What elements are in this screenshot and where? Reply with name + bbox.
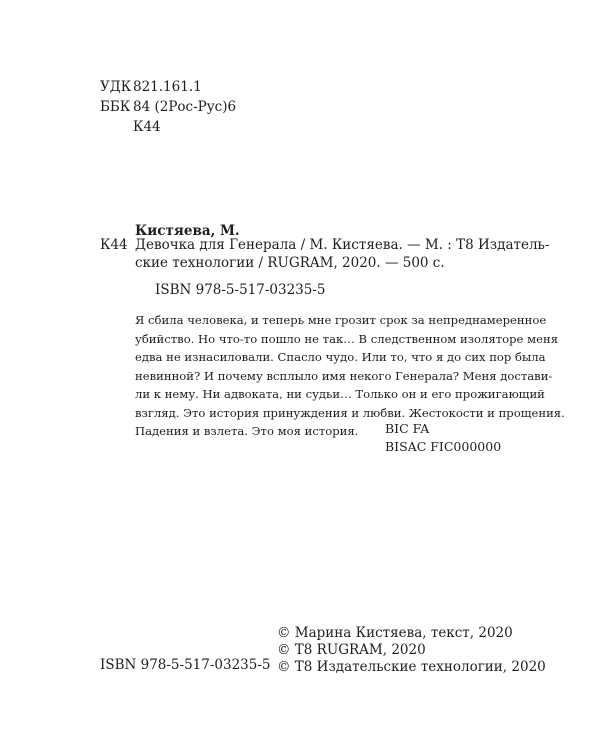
bbk-value: 84 (2Рос-Рус)6 — [133, 99, 237, 115]
annotation-line: ли к нему. Ни адвоката, ни судьи… Только он и его прожигающий — [135, 387, 545, 401]
annotation-line: едва не изнасиловали. Спасло чудо. Или то, что я до сих пор была — [135, 350, 546, 364]
copyright-block — [277, 625, 546, 676]
copyright-line: © Т8 RUGRAM, 2020 — [277, 642, 426, 658]
annotation-line: Падения и взлета. Это моя история. — [135, 424, 359, 438]
bisac-code: BISAC FIC000000 — [385, 439, 502, 454]
subject-codes — [385, 420, 501, 456]
annotation-line: убийство. Но что-то пошло не так… В следственном изоляторе меня — [135, 331, 559, 346]
udk-value: 821.161.1 — [133, 79, 202, 95]
author-mark: К44 — [133, 119, 161, 135]
author-name: Кистяева, М. — [135, 223, 240, 239]
annotation-line: Я сбила человека, и теперь мне грозит срок за непреднамеренное — [135, 313, 547, 327]
author-sign-code: К44 — [100, 237, 128, 253]
copyright-line: © Т8 Издательские технологии, 2020 — [277, 659, 546, 675]
udk-label: УДК — [100, 79, 132, 95]
biblio-line: Девочка для Генерала / М. Кистяева. — М. : Т8 Издатель- — [135, 237, 550, 253]
isbn-record: ISBN 978-5-517-03235-5 — [155, 282, 326, 298]
bbk-label: ББК — [100, 99, 131, 115]
udk-row — [100, 77, 236, 97]
annotation-line: невинной? И почему всплыло имя некого Генерала? Меня достави- — [135, 368, 553, 383]
bic-code: BIC FA — [385, 421, 430, 436]
annotation-line: взгляд. Это история принуждения и любви. Жестокости и прощения. — [135, 405, 565, 420]
biblio-line: ские технологии / RUGRAM, 2020. — 500 с. — [135, 255, 445, 271]
copyright-line: © Марина Кистяева, текст, 2020 — [277, 625, 513, 641]
bibliographic-description — [135, 236, 550, 272]
bbk-row — [100, 97, 236, 117]
isbn-footer: ISBN 978-5-517-03235-5 — [100, 657, 271, 673]
classification-block — [100, 77, 236, 137]
